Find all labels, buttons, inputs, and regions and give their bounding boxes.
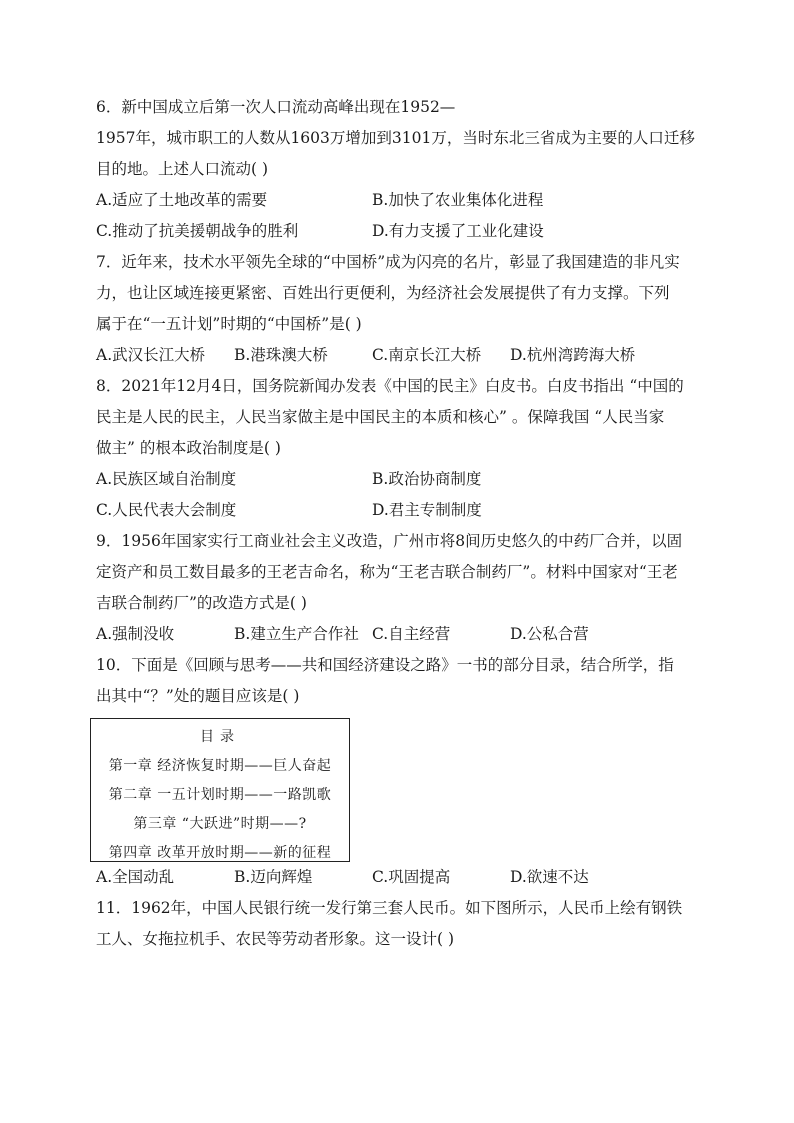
q8-option-a[interactable]: A.民族区域自治制度 <box>96 470 237 488</box>
q6-option-b[interactable]: B.加快了农业集体化进程 <box>372 191 544 209</box>
question-9-line: 9．1956年国家实行工商业社会主义改造，广州市将8间历史悠久的中药厂合并，以固 <box>96 532 683 550</box>
question-11 <box>96 893 700 955</box>
q8-option-c[interactable]: C.人民代表大会制度 <box>96 501 237 519</box>
question-7 <box>96 247 700 371</box>
question-6-line: 6．新中国成立后第一次人口流动高峰出现在1952— <box>96 98 456 116</box>
question-9 <box>96 526 700 650</box>
question-7-line: 力，也让区域连接更紧密、百姓出行更便利，为经济社会发展提供了有力支撑。下列 <box>96 284 670 302</box>
q10-option-c[interactable]: C.巩固提高 <box>372 868 451 886</box>
q8-option-b[interactable]: B.政治协商制度 <box>372 470 482 488</box>
q8-option-d[interactable]: D.君主专制制度 <box>372 501 482 519</box>
q6-option-c[interactable]: C.推动了抗美援朝战争的胜利 <box>96 222 299 240</box>
exam-page <box>96 92 700 955</box>
q6-option-a[interactable]: A.适应了土地改革的需要 <box>96 191 268 209</box>
question-6-line: 1957年，城市职工的人数从1603万增加到3101万，当时东北三省成为主要的人口迁移 <box>96 129 695 147</box>
question-7-line: 属于在“一五计划”时期的“中国桥”是( ) <box>96 315 362 333</box>
q7-option-a[interactable]: A.武汉长江大桥 <box>96 346 206 364</box>
question-11-line: 11．1962年，中国人民银行统一发行第三套人民币。如下图所示，人民币上绘有钢铁 <box>96 899 683 917</box>
question-9-line: 吉联合制药厂”的改造方式是( ) <box>96 594 307 612</box>
q9-option-a[interactable]: A.强制没收 <box>96 625 175 643</box>
question-8-line: 做主” 的根本政治制度是( ) <box>96 439 281 457</box>
q9-option-c[interactable]: C.自主经营 <box>372 625 451 643</box>
q10-option-b[interactable]: B.迈向辉煌 <box>234 868 313 886</box>
question-8 <box>96 371 700 526</box>
q7-option-c[interactable]: C.南京长江大桥 <box>372 346 482 364</box>
question-10 <box>96 650 700 893</box>
toc-title: 目录 <box>200 729 240 745</box>
toc-entry: 第三章 “大跃进”时期——? <box>133 816 307 832</box>
question-6-line: 目的地。上述人口流动( ) <box>96 160 269 178</box>
table-of-contents-box <box>90 718 350 862</box>
toc-entry: 第一章 经济恢复时期——巨人奋起 <box>108 758 332 774</box>
question-8-line: 8．2021年12月4日，国务院新闻办发表《中国的民主》白皮书。白皮书指出 “中国的 <box>96 377 684 395</box>
q10-option-a[interactable]: A.全国动乱 <box>96 868 175 886</box>
question-8-line: 民主是人民的民主，人民当家做主是中国民主的本质和核心” 。保障我国 “人民当家 <box>96 408 665 426</box>
q9-option-b[interactable]: B.建立生产合作社 <box>234 625 359 643</box>
q6-option-d[interactable]: D.有力支援了工业化建设 <box>372 222 544 240</box>
question-10-line: 10．下面是《回顾与思考——共和国经济建设之路》一书的部分目录，结合所学，指 <box>96 656 674 674</box>
question-7-line: 7．近年来，技术水平领先全球的“中国桥”成为闪亮的名片，彰显了我国建造的非凡实 <box>96 253 680 271</box>
question-11-line: 工人、女拖拉机手、农民等劳动者形象。这一设计( ) <box>96 930 455 948</box>
question-6 <box>96 92 700 247</box>
question-10-line: 出其中“？”处的题目应该是( ) <box>96 687 300 705</box>
q9-option-d[interactable]: D.公私合营 <box>510 625 589 643</box>
toc-entry: 第二章 一五计划时期——一路凯歌 <box>108 787 332 803</box>
q7-option-b[interactable]: B.港珠澳大桥 <box>234 346 328 364</box>
toc-entry: 第四章 改革开放时期——新的征程 <box>108 845 332 861</box>
question-9-line: 定资产和员工数目最多的王老吉命名，称为“王老吉联合制药厂”。材料中国家对“王老 <box>96 563 678 581</box>
q10-option-d[interactable]: D.欲速不达 <box>510 868 589 886</box>
q7-option-d[interactable]: D.杭州湾跨海大桥 <box>510 346 636 364</box>
